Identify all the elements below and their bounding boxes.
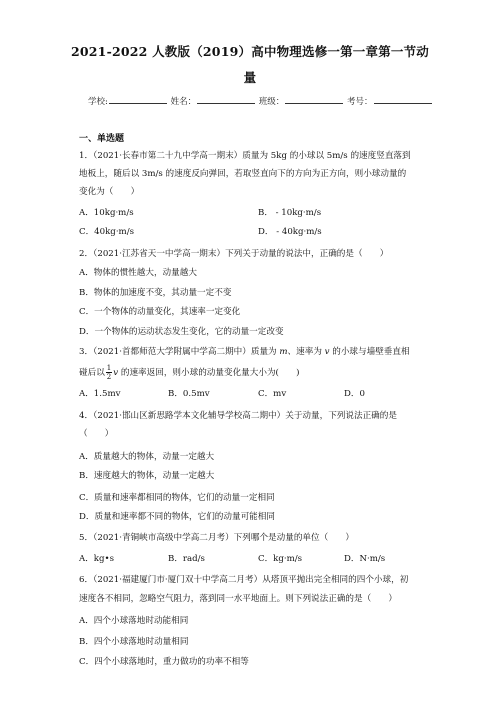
q4-line2: （ ） <box>79 429 114 439</box>
q2-option-a: A．物体的惯性越大，动量越大 <box>79 268 197 278</box>
q4-option-b: B．速度越大的物体，动量一定越大 <box>79 471 215 481</box>
q4-option-c: C．质量和速率都相同的物体，它们的动量一定相同 <box>79 493 275 503</box>
q2-line1: 2．（2021·江苏省天一中学高一期末）下列关于动量的说法中，正确的是（ ） <box>79 249 389 259</box>
q3-speed-symbol: v <box>324 347 330 357</box>
q6-option-c: C．四个小球落地时，重力做功的功率不相等 <box>79 657 249 667</box>
q3-line1-part-c: 的小球与墙壁垂直相 <box>329 347 410 357</box>
section-heading: 一、单选题 <box>79 134 125 144</box>
school-blank[interactable] <box>109 95 167 104</box>
q3-line1-part-b: 、速率为 <box>287 347 325 357</box>
class-label: 班级： <box>258 97 285 107</box>
q3-line2-part-b: 的速率返回，则小球的动量变化量大小为( ) <box>118 368 300 378</box>
class-blank[interactable] <box>285 95 343 104</box>
q2-option-d: D．一个物体的运动状态发生变化，它的动量一定改变 <box>79 327 284 337</box>
q6-line2: 速度各不相同，忽略空气阻力，落到同一水平地面上。则下列说法正确的是（ ） <box>79 594 397 604</box>
q5-option-d: D．N·m/s <box>344 554 386 564</box>
q3-option-c: C．mv <box>258 389 287 399</box>
page-title-line2: 量 <box>243 70 257 85</box>
q3-line2 <box>79 363 299 383</box>
q6-option-b: B．四个小球落地时动量相同 <box>79 637 189 647</box>
q5-option-c: C．kg·m/s <box>258 554 303 564</box>
q1-option-d: D． - 40kg·m/s <box>258 227 322 237</box>
q5-line1: 5．（2021·青铜峡市高级中学高二月考）下列哪个是动量的单位（ ） <box>79 533 354 543</box>
student-info-row <box>88 95 433 107</box>
q1-line2: 地板上，随后以 3m/s 的速度反向弹回，若取竖直向下的方向为正方向，则小球动量的 <box>79 169 407 179</box>
q6-line1: 6．（2021·福建厦门市·厦门双十中学高二月考）从塔顶平抛出完全相同的四个小球，初 <box>79 575 409 585</box>
q1-option-c: C．40kg·m/s <box>79 227 134 237</box>
q3-fraction-denominator: 2 <box>106 373 112 381</box>
q2-option-c: C．一个物体的动量变化，其速率一定变化 <box>79 307 241 317</box>
q6-option-a: A．四个小球落地时动能相同 <box>79 616 189 626</box>
q3-option-d: D．0 <box>344 389 365 399</box>
q3-line1-part-a: 3．（2021·首都师范大学附属中学高二期中）质量为 <box>79 347 280 357</box>
q3-option-a: A．1.5mv <box>79 389 121 399</box>
q3-speed-symbol-2: v <box>113 368 119 378</box>
q5-option-a: A．kg•s <box>79 554 114 564</box>
q3-option-b: B．0.5mv <box>168 389 210 399</box>
name-label: 姓名： <box>170 97 197 107</box>
q5-option-b: B．rad/s <box>168 554 205 564</box>
q1-line1: 1．（2021·长春市第二十九中学高一期末）质量为 5kg 的小球以 5m/s 的速度竖直落到 <box>79 151 411 161</box>
q4-option-d: D．质量和速率都不同的物体，它们的动量可能相同 <box>79 512 275 522</box>
name-blank[interactable] <box>197 95 255 104</box>
exam-no-label: 考号： <box>347 97 373 107</box>
q4-option-a: A．质量越大的物体，动量一定越大 <box>79 452 215 462</box>
q3-fraction <box>106 364 112 381</box>
q3-mass-symbol: m <box>279 347 288 357</box>
q1-option-b: B． - 10kg·m/s <box>258 208 322 218</box>
q3-line1 <box>79 346 410 358</box>
q2-option-b: B．物体的加速度不变，其动量一定不变 <box>79 288 232 298</box>
q4-line1: 4．（2021·邯山区新思路学本文化辅导学校高二期中）关于动量，下列说法正确的是 <box>79 411 397 421</box>
q1-option-a: A．10kg·m/s <box>79 208 134 218</box>
q1-line3: 变化为（ ） <box>79 187 140 197</box>
exam-no-blank[interactable] <box>374 95 432 104</box>
page-title-line1: 2021-2022 人教版（2019）高中物理选修一第一章第一节动 <box>70 44 429 59</box>
q3-line2-part-a: 碰后以 <box>79 368 105 378</box>
q3-fraction-numerator: 1 <box>106 364 112 372</box>
school-label: 学校: <box>88 97 108 107</box>
